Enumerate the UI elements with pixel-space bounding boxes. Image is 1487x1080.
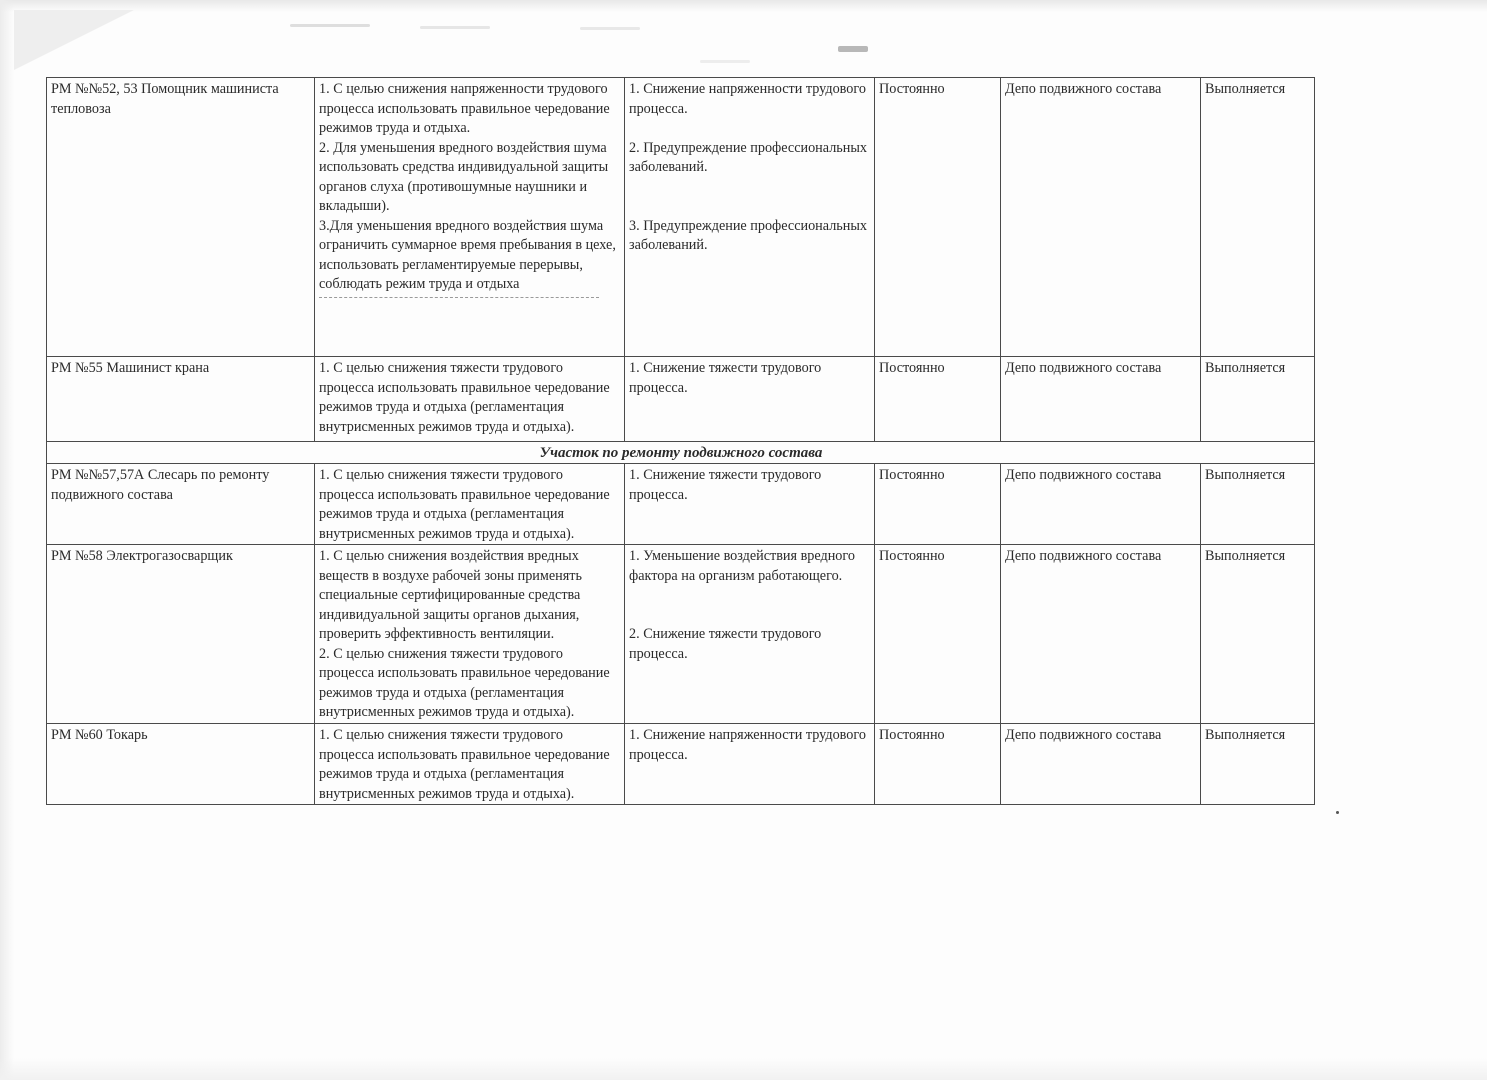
term-cell	[875, 78, 1001, 357]
scan-dot	[1336, 811, 1339, 814]
unit-text: Депо подвижного состава	[1005, 467, 1162, 483]
section-title: Участок по ремонту подвижного состава	[47, 442, 1315, 464]
scan-smudge	[838, 46, 868, 52]
scan-smudge	[700, 60, 750, 63]
scan-edge-top	[0, 0, 1487, 12]
scan-smudge	[420, 26, 490, 29]
status-text: Выполняется	[1205, 360, 1286, 376]
goal-item: 2. Снижение тяжести трудового процесса.	[629, 626, 822, 662]
term-cell	[875, 724, 1001, 805]
term-text: Постоянно	[879, 548, 945, 564]
status-text: Выполняется	[1205, 81, 1286, 97]
status-cell	[1201, 464, 1315, 545]
term-cell	[875, 464, 1001, 545]
section-row	[47, 442, 1315, 464]
measure-item: 1. С целью снижения тяжести трудового процесса использовать правильное чередование режимов труда и отдыха (регламентация внутрисменных режимов труда и отдыха).	[319, 727, 610, 802]
goal-item: 3. Предупреждение профессиональных заболеваний.	[629, 217, 867, 253]
measure-item: 3.Для уменьшения вредного воздействия шума ограничить суммарное время пребывания в цехе, использовать регламентируемые перерывы, соблюдать режим труда и отдыха	[319, 217, 616, 292]
workplace-cell	[47, 464, 315, 545]
measures-cell	[315, 724, 625, 805]
goal-item: 1. Уменьшение воздействия вредного фактора на организм работающего.	[629, 548, 855, 584]
goals-cell	[625, 464, 875, 545]
term-text: Постоянно	[879, 467, 945, 483]
workplace-text: РМ №№52, 53 Помощник машиниста тепловоза	[51, 81, 279, 117]
scan-edge-bottom	[0, 1058, 1487, 1080]
status-cell	[1201, 357, 1315, 442]
scan-smudge	[290, 24, 370, 27]
unit-text: Депо подвижного состава	[1005, 81, 1162, 97]
table-row	[47, 357, 1315, 442]
term-cell	[875, 545, 1001, 724]
workplace-text: РМ №№57,57А Слесарь по ремонту подвижного состава	[51, 467, 270, 503]
workplace-text: РМ №58 Электрогазосварщик	[51, 548, 233, 564]
unit-text: Депо подвижного состава	[1005, 727, 1162, 743]
measures-table	[46, 77, 1315, 805]
status-text: Выполняется	[1205, 727, 1286, 743]
term-text: Постоянно	[879, 360, 945, 376]
workplace-text: РМ №60 Токарь	[51, 727, 148, 743]
workplace-text: РМ №55 Машинист крана	[51, 360, 210, 376]
spacer	[629, 178, 871, 217]
status-text: Выполняется	[1205, 548, 1286, 564]
unit-cell	[1001, 78, 1201, 357]
status-text: Выполняется	[1205, 467, 1286, 483]
goal-item: 2. Предупреждение профессиональных заболеваний.	[629, 139, 867, 175]
measure-item: 2. С целью снижения тяжести трудового процесса использовать правильное чередование режимов труда и отдыха (регламентация внутрисменных режимов труда и отдыха).	[319, 645, 610, 720]
table-row	[47, 545, 1315, 724]
scan-smudge	[580, 27, 640, 30]
spacer	[629, 586, 871, 625]
spacer	[629, 119, 871, 139]
table-row	[47, 78, 1315, 357]
unit-cell	[1001, 545, 1201, 724]
measures-cell	[315, 545, 625, 724]
goals-cell	[625, 78, 875, 357]
goals-cell	[625, 357, 875, 442]
table-row	[47, 464, 1315, 545]
status-cell	[1201, 78, 1315, 357]
unit-cell	[1001, 464, 1201, 545]
measure-item: 1. С целью снижения тяжести трудового процесса использовать правильное чередование режимов труда и отдыха (регламентация внутрисменных режимов труда и отдыха).	[319, 467, 610, 542]
measure-item: 1. С целью снижения воздействия вредных веществ в воздухе рабочей зоны применять специальные сертифицированные средства индивидуальной защиты органов дыхания, проверить эффективность вентиляции.	[319, 548, 582, 642]
table-row	[47, 724, 1315, 805]
goal-item: 1. Снижение напряженности трудового процесса.	[629, 727, 866, 763]
measure-item: 1. С целью снижения напряженности трудового процесса использовать правильное чередование режимов труда и отдыха.	[319, 81, 610, 136]
goal-item: 1. Снижение тяжести трудового процесса.	[629, 360, 822, 396]
term-text: Постоянно	[879, 81, 945, 97]
unit-text: Депо подвижного состава	[1005, 548, 1162, 564]
measure-item: 2. Для уменьшения вредного воздействия шума использовать средства индивидуальной защиты органов слуха (противошумные наушники и вкладыши).	[319, 139, 609, 214]
goal-item: 1. Снижение тяжести трудового процесса.	[629, 467, 822, 503]
status-cell	[1201, 724, 1315, 805]
workplace-cell	[47, 545, 315, 724]
measures-cell	[315, 78, 625, 357]
scan-edge-left	[0, 0, 14, 1080]
measures-cell	[315, 357, 625, 442]
measure-item: 1. С целью снижения тяжести трудового процесса использовать правильное чередование режимов труда и отдыха (регламентация внутрисменных режимов труда и отдыха).	[319, 360, 610, 435]
dotted-underline	[319, 295, 599, 298]
workplace-cell	[47, 78, 315, 357]
unit-cell	[1001, 357, 1201, 442]
unit-text: Депо подвижного состава	[1005, 360, 1162, 376]
status-cell	[1201, 545, 1315, 724]
unit-cell	[1001, 724, 1201, 805]
term-cell	[875, 357, 1001, 442]
goal-item: 1. Снижение напряженности трудового процесса.	[629, 81, 866, 117]
workplace-cell	[47, 357, 315, 442]
workplace-cell	[47, 724, 315, 805]
term-text: Постоянно	[879, 727, 945, 743]
measures-cell	[315, 464, 625, 545]
scan-fold-corner	[14, 10, 134, 70]
goals-cell	[625, 724, 875, 805]
goals-cell	[625, 545, 875, 724]
